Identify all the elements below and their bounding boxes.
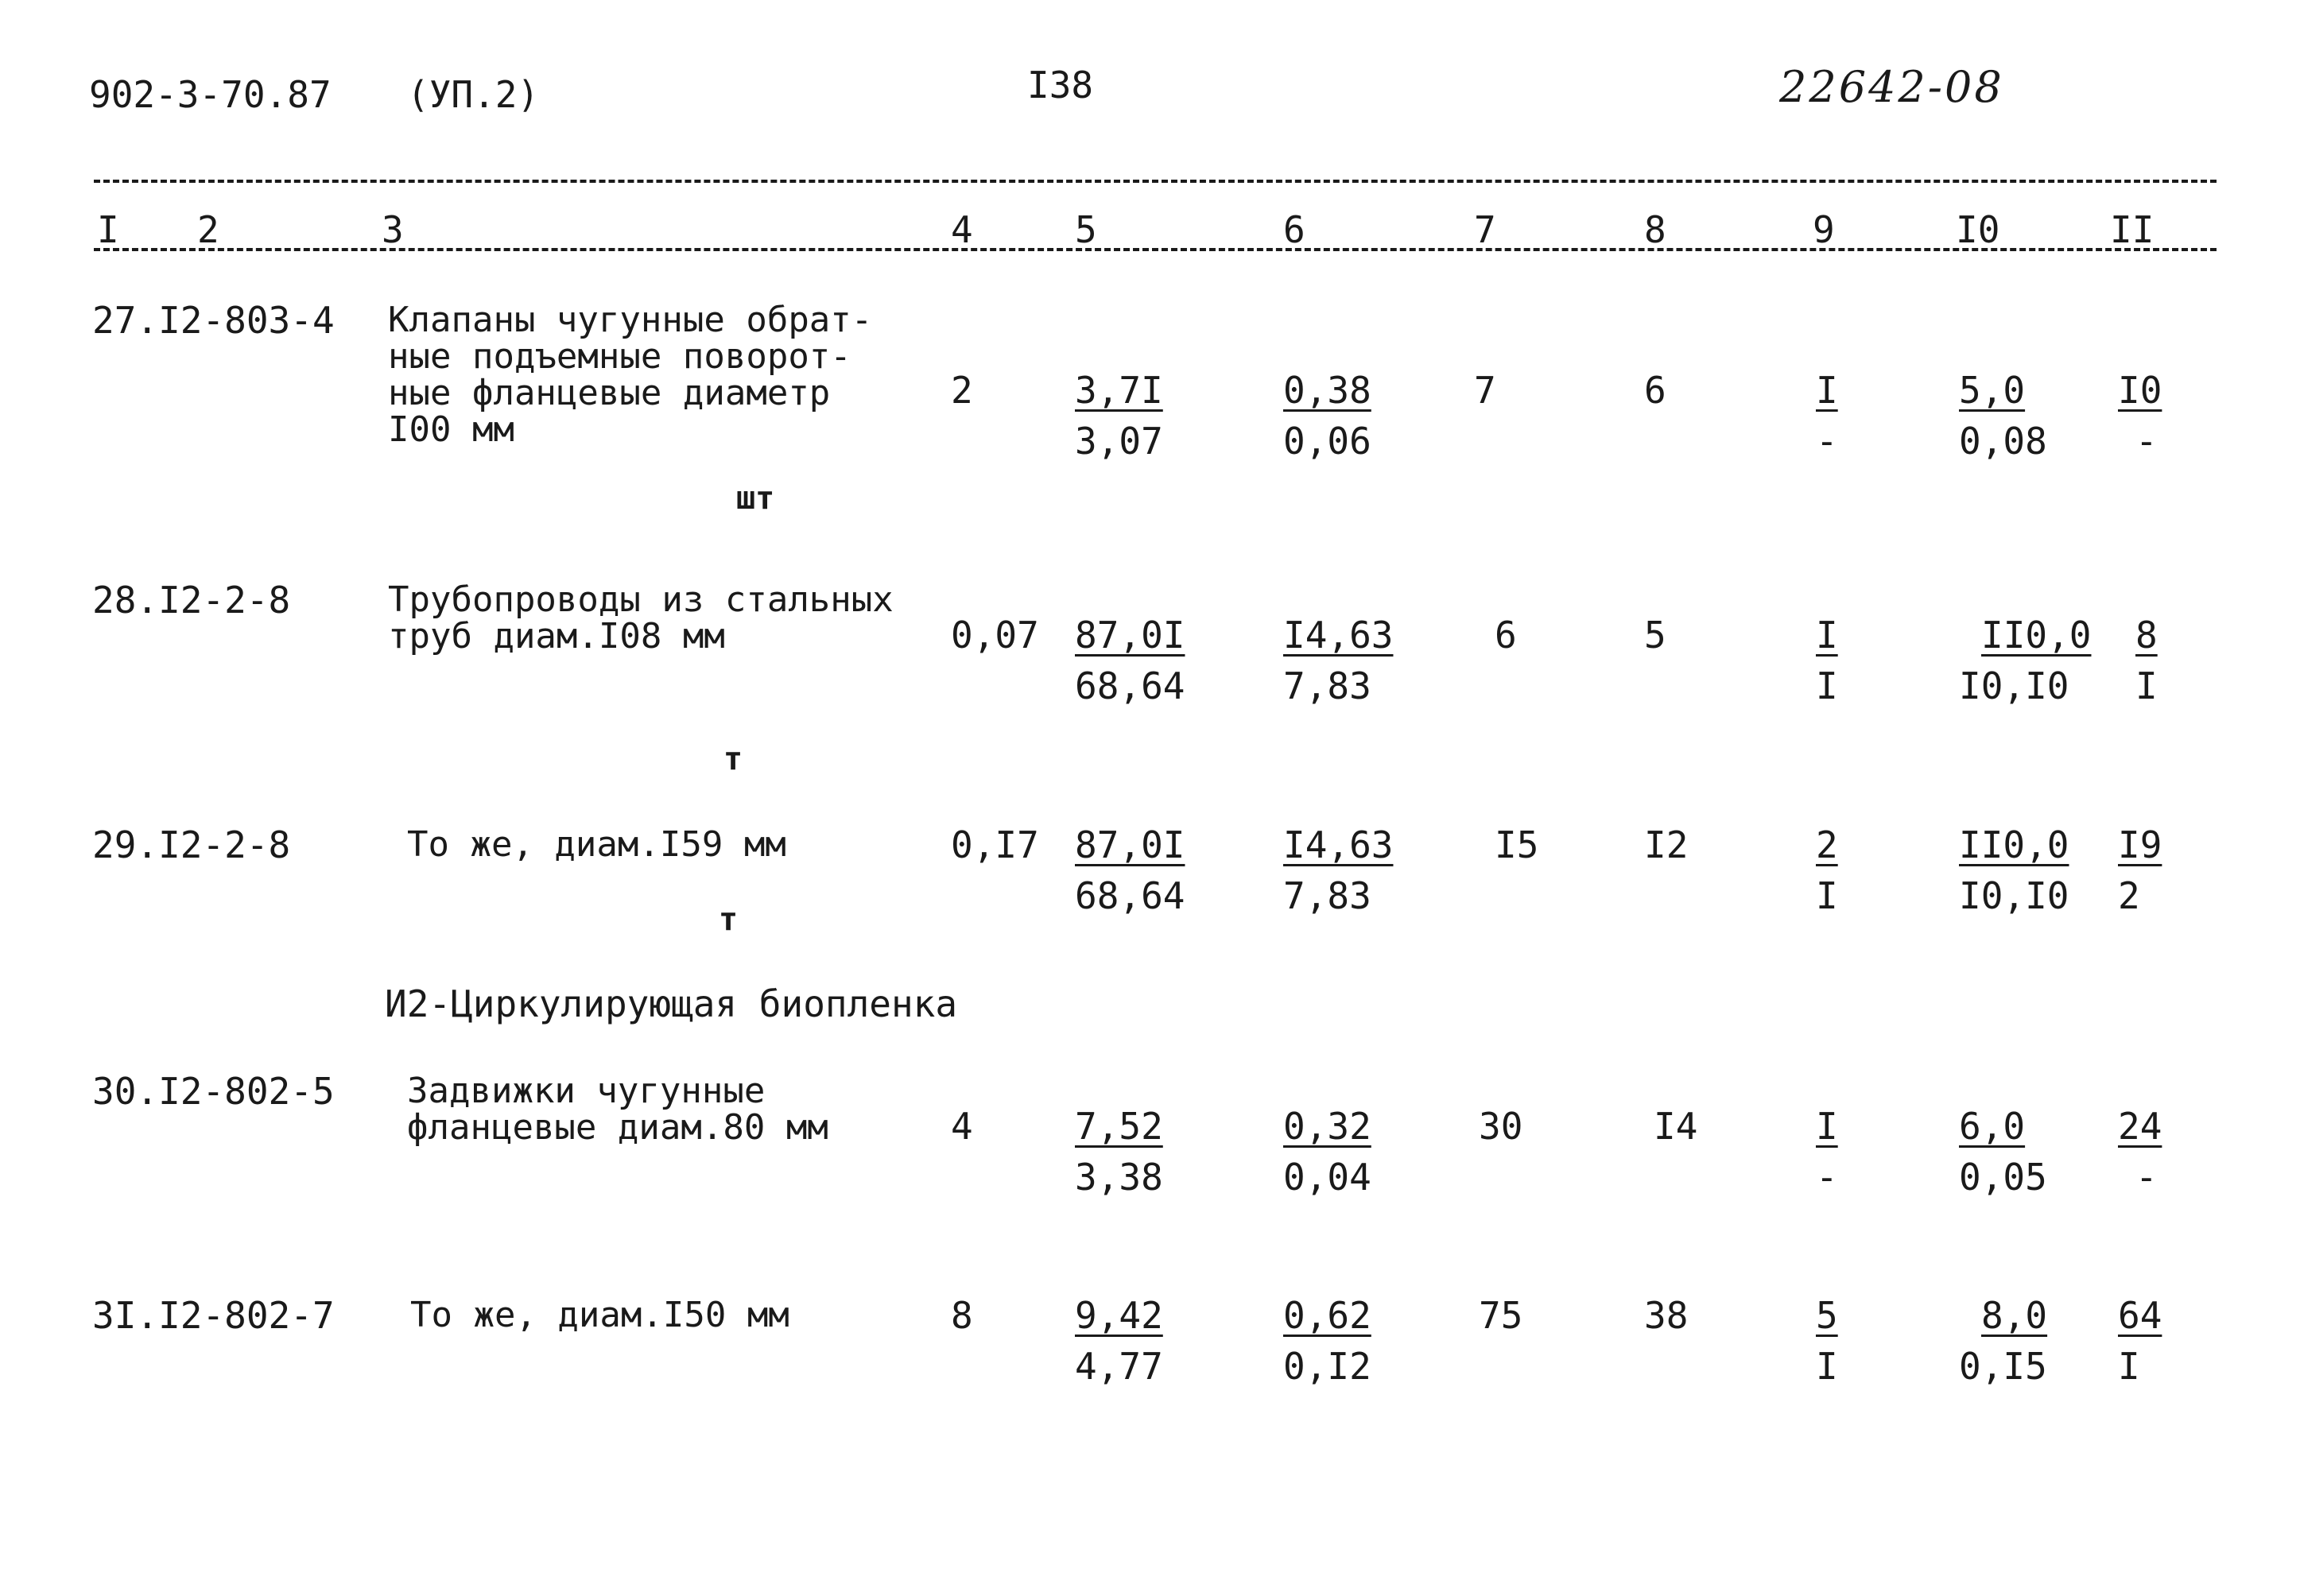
cell-col7: 7 bbox=[1474, 369, 1496, 412]
cell-col6-top: I4,63 bbox=[1283, 823, 1394, 866]
cell-col9-bottom: I bbox=[1816, 1345, 1838, 1388]
cell-col9-top: I bbox=[1816, 1105, 1838, 1148]
cell-col7: I5 bbox=[1495, 823, 1539, 866]
cell-col8: I4 bbox=[1654, 1105, 1698, 1148]
cell-col10-bottom: 0,I5 bbox=[1959, 1345, 2047, 1388]
unit-of-measure: т bbox=[723, 741, 743, 777]
cell-col9-bottom: I bbox=[1816, 664, 1838, 707]
column-number: II bbox=[2110, 208, 2155, 251]
cell-col7: 75 bbox=[1479, 1294, 1523, 1337]
column-number: 6 bbox=[1283, 208, 1305, 251]
cell-col10-top: 5,0 bbox=[1959, 369, 2026, 412]
column-number: 3 bbox=[382, 208, 404, 251]
cell-col8: 38 bbox=[1644, 1294, 1689, 1337]
column-number: 8 bbox=[1644, 208, 1666, 251]
cell-col6-top: 0,38 bbox=[1283, 369, 1371, 412]
column-number: 7 bbox=[1474, 208, 1496, 251]
cell-col10-top: II0,0 bbox=[1981, 614, 2092, 657]
cell-col7: 6 bbox=[1495, 614, 1517, 657]
cell-col9-bottom: - bbox=[1816, 420, 1838, 463]
column-number: I0 bbox=[1956, 208, 2000, 251]
album-reference: (УП.2) bbox=[407, 73, 540, 116]
cell-col4: 8 bbox=[951, 1294, 973, 1337]
cell-col8: 6 bbox=[1644, 369, 1666, 412]
cell-col10-top: 8,0 bbox=[1981, 1294, 2048, 1337]
row-code: 29.I2-2-8 bbox=[92, 823, 291, 866]
cell-col6-bottom: 7,83 bbox=[1283, 874, 1371, 917]
cell-col10-bottom: I0,I0 bbox=[1959, 874, 2069, 917]
cell-col11-bottom: I bbox=[2118, 1345, 2140, 1388]
cell-col9-top: 2 bbox=[1816, 823, 1838, 866]
unit-of-measure: т bbox=[719, 901, 739, 938]
cell-col6-top: I4,63 bbox=[1283, 614, 1394, 657]
column-number: 9 bbox=[1813, 208, 1835, 251]
cell-col11-top: I9 bbox=[2118, 823, 2162, 866]
cell-col11-top: I0 bbox=[2118, 369, 2162, 412]
page-number: I38 bbox=[1027, 64, 1094, 107]
row-description: То же, диам.I50 мм bbox=[410, 1295, 789, 1335]
row-description: Трубопроводы из стальных труб диам.I08 мм bbox=[388, 579, 894, 657]
cell-col10-top: II0,0 bbox=[1959, 823, 2069, 866]
cell-col11-bottom: - bbox=[2135, 1156, 2158, 1199]
cell-col4: 0,07 bbox=[951, 614, 1039, 657]
row-code: 30.I2-802-5 bbox=[92, 1070, 335, 1113]
cell-col11-top: 8 bbox=[2135, 614, 2158, 657]
cell-col5-bottom: 3,38 bbox=[1075, 1156, 1163, 1199]
cell-col5-top: 3,7I bbox=[1075, 369, 1163, 412]
row-code: 3I.I2-802-7 bbox=[92, 1294, 335, 1337]
section-heading: И2-Циркулирующая биопленка bbox=[385, 982, 958, 1025]
column-number: I bbox=[97, 208, 119, 251]
cell-col8: I2 bbox=[1644, 823, 1689, 866]
cell-col5-top: 87,0I bbox=[1075, 823, 1185, 866]
cell-col9-top: I bbox=[1816, 614, 1838, 657]
cell-col11-bottom: - bbox=[2135, 420, 2158, 463]
inventory-number: 22642-08 bbox=[1779, 62, 2004, 112]
cell-col10-bottom: 0,08 bbox=[1959, 420, 2047, 463]
cell-col5-bottom: 4,77 bbox=[1075, 1345, 1163, 1388]
cell-col6-bottom: 0,I2 bbox=[1283, 1345, 1371, 1388]
cell-col4: 2 bbox=[951, 369, 973, 412]
row-description: Клапаны чугунные обрат- ные подъемные поворот- ные фланцевые диаметр I00 мм bbox=[388, 300, 873, 450]
cell-col9-bottom: - bbox=[1816, 1156, 1838, 1199]
cell-col5-top: 87,0I bbox=[1075, 614, 1185, 657]
cell-col5-bottom: 3,07 bbox=[1075, 420, 1163, 463]
column-number: 5 bbox=[1075, 208, 1097, 251]
cell-col10-top: 6,0 bbox=[1959, 1105, 2026, 1148]
cell-col9-top: 5 bbox=[1816, 1294, 1838, 1337]
cell-col6-top: 0,62 bbox=[1283, 1294, 1371, 1337]
cell-col11-bottom: I bbox=[2135, 664, 2158, 707]
cell-col11-top: 24 bbox=[2118, 1105, 2162, 1148]
cell-col4: 4 bbox=[951, 1105, 973, 1148]
cell-col5-top: 9,42 bbox=[1075, 1294, 1163, 1337]
column-number: 4 bbox=[951, 208, 973, 251]
cell-col7: 30 bbox=[1479, 1105, 1523, 1148]
cell-col6-bottom: 0,04 bbox=[1283, 1156, 1371, 1199]
cell-col6-bottom: 7,83 bbox=[1283, 664, 1371, 707]
row-code: 28.I2-2-8 bbox=[92, 579, 291, 622]
cell-col9-top: I bbox=[1816, 369, 1838, 412]
row-description: То же, диам.I59 мм bbox=[407, 824, 786, 865]
unit-of-measure: шт bbox=[736, 480, 775, 517]
cell-col6-bottom: 0,06 bbox=[1283, 420, 1371, 463]
cell-col6-top: 0,32 bbox=[1283, 1105, 1371, 1148]
cell-col11-top: 64 bbox=[2118, 1294, 2162, 1337]
cell-col5-bottom: 68,64 bbox=[1075, 874, 1185, 917]
cell-col10-bottom: I0,I0 bbox=[1959, 664, 2069, 707]
cell-col5-top: 7,52 bbox=[1075, 1105, 1163, 1148]
cell-col8: 5 bbox=[1644, 614, 1666, 657]
row-code: 27.I2-803-4 bbox=[92, 299, 335, 342]
column-number: 2 bbox=[197, 208, 219, 251]
header-divider bbox=[94, 180, 2217, 183]
column-header-divider bbox=[94, 248, 2217, 251]
row-description: Задвижки чугунные фланцевые диам.80 мм bbox=[407, 1071, 828, 1148]
cell-col11-bottom: 2 bbox=[2118, 874, 2140, 917]
cell-col10-bottom: 0,05 bbox=[1959, 1156, 2047, 1199]
cell-col9-bottom: I bbox=[1816, 874, 1838, 917]
cell-col5-bottom: 68,64 bbox=[1075, 664, 1185, 707]
cell-col4: 0,I7 bbox=[951, 823, 1039, 866]
document-code: 902-3-70.87 bbox=[89, 73, 332, 116]
